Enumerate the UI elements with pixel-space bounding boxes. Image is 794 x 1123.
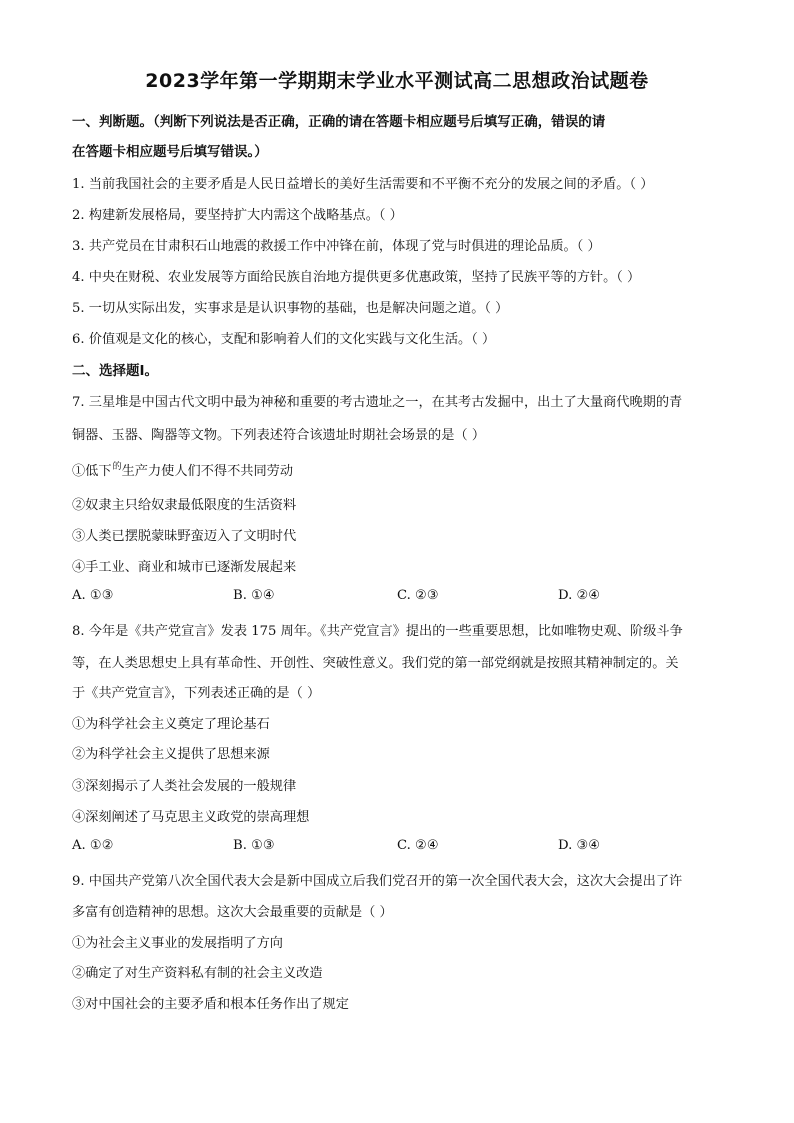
section1-heading-cont: 在答题卡相应题号后填写错误。） <box>72 144 268 160</box>
section2-heading: 二、选择题Ⅰ。 <box>72 363 159 379</box>
q7-statement-4: ④手工业、商业和城市已逐渐发展起来 <box>72 560 297 575</box>
judgment-item-4: 4. 中央在财税、农业发展等方面给民族自治地方提供更多优惠政策，坚持了民族平等的方针。（ ） <box>72 270 641 285</box>
q9-stem-cont: 多富有创造精神的思想。这次大会最重要的贡献是（ ） <box>72 905 393 920</box>
q9-statement-3: ③对中国社会的主要矛盾和根本任务作出了规定 <box>72 997 349 1012</box>
q7-option-d: D. ②④ <box>558 588 601 603</box>
q8-statement-1: ①为科学社会主义奠定了理论基石 <box>72 717 270 732</box>
q8-option-d: D. ③④ <box>558 838 601 853</box>
section1-heading: 一、判断题。（判断下列说法是否正确，正确的请在答题卡相应题号后填写正确，错误的请 <box>72 114 606 130</box>
q8-statement-2: ②为科学社会主义提供了思想来源 <box>72 747 270 762</box>
q9-statement-1: ①为社会主义事业的发展指明了方向 <box>72 936 283 951</box>
q8-option-c: C. ②④ <box>397 838 439 853</box>
q8-statement-4: ④深刻阐述了马克思主义政党的崇高理想 <box>72 810 310 825</box>
q9-stem: 9. 中国共产党第八次全国代表大会是新中国成立后我们党召开的第一次全国代表大会，这次大会提出了许 <box>72 874 683 889</box>
judgment-item-1: 1. 当前我国社会的主要矛盾是人民日益增长的美好生活需要和不平衡不充分的发展之间的矛盾。（ ） <box>72 177 654 192</box>
q8-option-a: A. ①② <box>72 838 114 853</box>
exam-title: 2023学年第一学期期末学业水平测试高二思想政治试题卷 <box>145 70 649 92</box>
q8-stem-cont: 等，在人类思想史上具有革命性、开创性、突破性意义。我们党的第一部党纲就是按照其精神制定的。关 <box>72 656 679 671</box>
q7-statement-1-pre: ①低下 <box>72 464 112 479</box>
q7-option-b: B. ①④ <box>233 588 275 603</box>
judgment-item-3: 3. 共产党员在甘肃积石山地震的救援工作中冲锋在前，体现了党与时俱进的理论品质。（ ） <box>72 239 601 254</box>
judgment-item-2: 2. 构建新发展格局，要坚持扩大内需这个战略基点。（ ） <box>72 208 403 223</box>
q7-option-a: A. ①③ <box>72 588 114 603</box>
judgment-item-5: 5. 一切从实际出发，实事求是是认识事物的基础，也是解决问题之道。（ ） <box>72 301 509 316</box>
q8-stem-cont-2: 于《共产党宣言》，下列表述正确的是（ ） <box>72 686 321 701</box>
q7-stem: 7. 三星堆是中国古代文明中最为神秘和重要的考古遗址之一，在其考古发掘中，出土了大量商代晚期的青 <box>72 395 683 410</box>
q8-option-b: B. ①③ <box>233 838 275 853</box>
q7-statement-3: ③人类已摆脱蒙昧野蛮迈入了文明时代 <box>72 529 297 544</box>
judgment-item-6: 6. 价值观是文化的核心，支配和影响着人们的文化实践与文化生活。（ ） <box>72 332 496 347</box>
q8-statement-3: ③深刻揭示了人类社会发展的一般规律 <box>72 779 297 794</box>
q7-statement-1-sup: 的 <box>112 462 122 472</box>
q7-stem-cont: 铜器、玉器、陶器等文物。下列表述符合该遗址时期社会场景的是（ ） <box>72 428 486 443</box>
q7-option-c: C. ②③ <box>397 588 439 603</box>
q8-stem: 8. 今年是《共产党宣言》发表 175 周年。《共产党宣言》提出的一些重要思想，比如唯物史观、阶级斗争 <box>72 624 683 639</box>
q7-statement-1-post: 生产力使人们不得不共同劳动 <box>121 464 294 479</box>
q7-statement-1 <box>72 459 732 479</box>
q9-statement-2: ②确定了对生产资料私有制的社会主义改造 <box>72 966 323 981</box>
q7-statement-2: ②奴隶主只给奴隶最低限度的生活资料 <box>72 498 297 513</box>
